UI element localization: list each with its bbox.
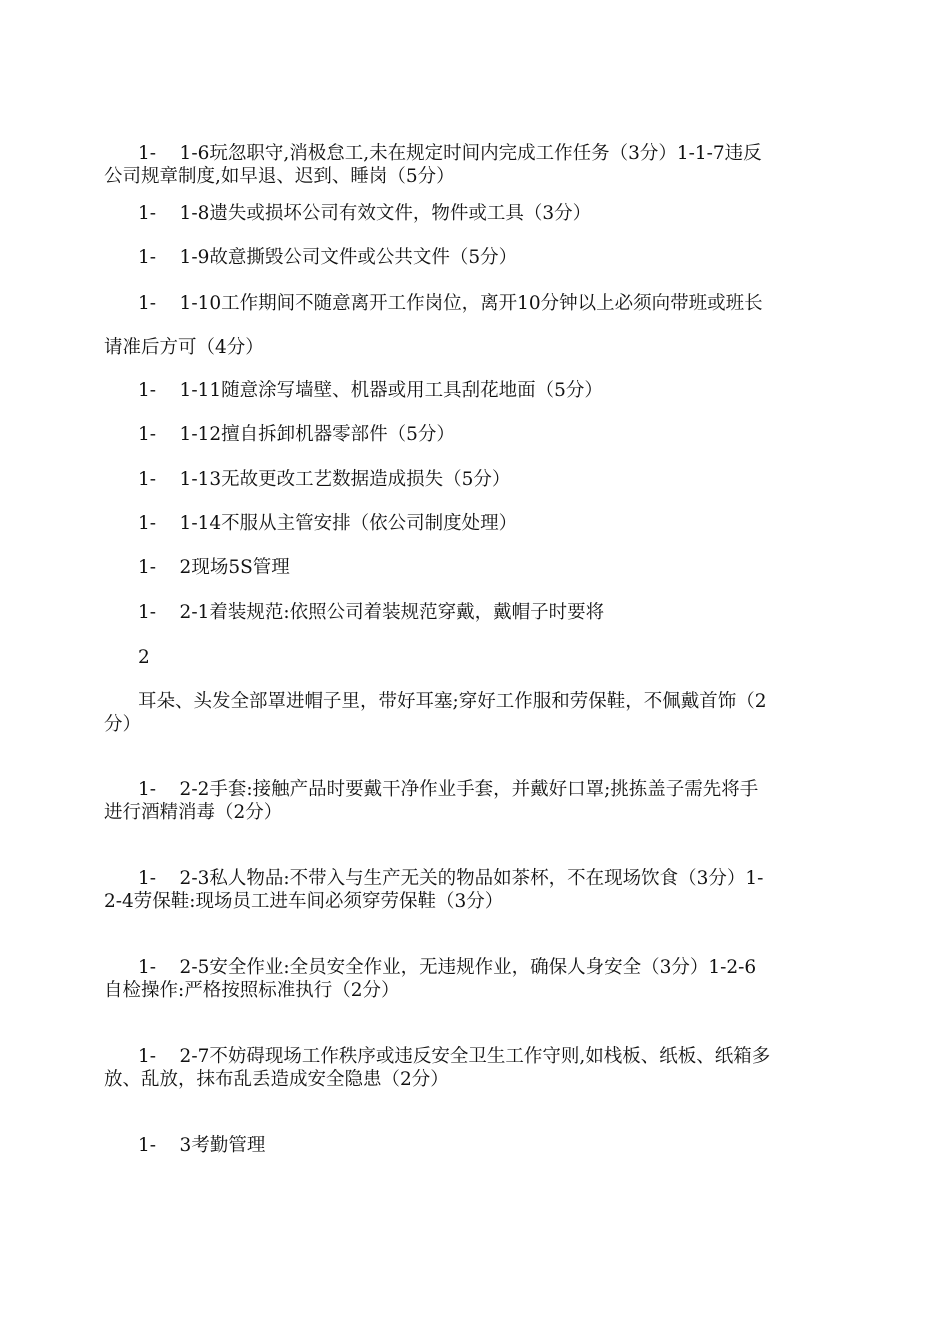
paragraph-line: 1- 1-13无故更改工艺数据造成损失（5分） [138,469,511,490]
paragraph-line: 1- 1-11随意涂写墙壁、机器或用工具刮花地面（5分） [138,380,603,401]
paragraph-page-marker [104,647,844,669]
paragraph-1-2-1-continued [104,691,844,736]
paragraph-1-1-14 [104,513,844,535]
paragraph-1-1-12 [104,424,844,446]
paragraph-line: 公司规章制度,如早退、迟到、睡岗（5分） [104,166,455,187]
paragraph-line: 1- 1-9故意撕毁公司文件或公共文件（5分） [138,247,518,268]
paragraph-line: 2 [138,647,150,668]
paragraph-1-1-6 [104,143,844,188]
paragraph-1-1-11 [104,380,844,402]
paragraph-line: 1- 2-1着装规范:依照公司着装规范穿戴，戴帽子时要将 [138,602,605,623]
paragraph-line: 1- 2-7不妨碍现场工作秩序或违反安全卫生工作守则,如栈板、纸板、纸箱多 [138,1046,771,1067]
paragraph-line: 1- 2-2手套:接触产品时要戴干净作业手套，并戴好口罩;挑拣盖子需先将手 [138,779,759,800]
paragraph-line: 1- 3考勤管理 [138,1135,266,1156]
paragraph-1-1-13 [104,469,844,491]
paragraph-line: 1- 1-6玩忽职守,消极怠工,未在规定时间内完成工作任务（3分）1-1-7违反 [138,143,762,164]
paragraph-line: 2-4劳保鞋:现场员工进车间必须穿劳保鞋（3分） [104,891,504,912]
paragraph-line: 进行酒精消毒（2分） [104,802,283,823]
paragraph-line: 1- 1-8遗失或损坏公司有效文件，物件或工具（3分） [138,203,592,224]
paragraph-1-2-5 [104,957,844,1002]
paragraph-line: 1- 2现场5S管理 [138,557,290,578]
paragraph-line: 1- 1-12擅自拆卸机器零部件（5分） [138,424,455,445]
paragraph-1-2-1 [104,602,844,624]
paragraph-1-2-2 [104,779,844,824]
paragraph-1-2-3 [104,868,844,913]
paragraph-line: 1- 1-10工作期间不随意离开工作岗位，离开10分钟以上必须向带班或班长 [138,293,763,314]
paragraph-line: 耳朵、头发全部罩进帽子里，带好耳塞;穿好工作服和劳保鞋，不佩戴首饰（2 [138,691,767,712]
paragraph-line: 放、乱放，抹布乱丢造成安全隐患（2分） [104,1069,449,1090]
paragraph-line: 分） [104,714,142,735]
paragraph-1-1-10 [104,293,844,359]
section-heading-attendance [104,1135,844,1157]
paragraph-line: 自检操作:严格按照标准执行（2分） [104,980,400,1001]
paragraph-line: 请准后方可（4分） [104,337,264,358]
paragraph-line: 1- 2-5安全作业:全员安全作业，无违规作业，确保人身安全（3分）1-2-6 [138,957,757,978]
paragraph-line: 1- 1-14不服从主管安排（依公司制度处理） [138,513,518,534]
paragraph-1-2-7 [104,1046,844,1091]
paragraph-1-1-8 [104,203,844,225]
paragraph-line: 1- 2-3私人物品:不带入与生产无关的物品如茶杯，不在现场饮食（3分）1- [138,868,764,889]
section-heading-5s [104,557,844,579]
paragraph-1-1-9 [104,247,844,269]
